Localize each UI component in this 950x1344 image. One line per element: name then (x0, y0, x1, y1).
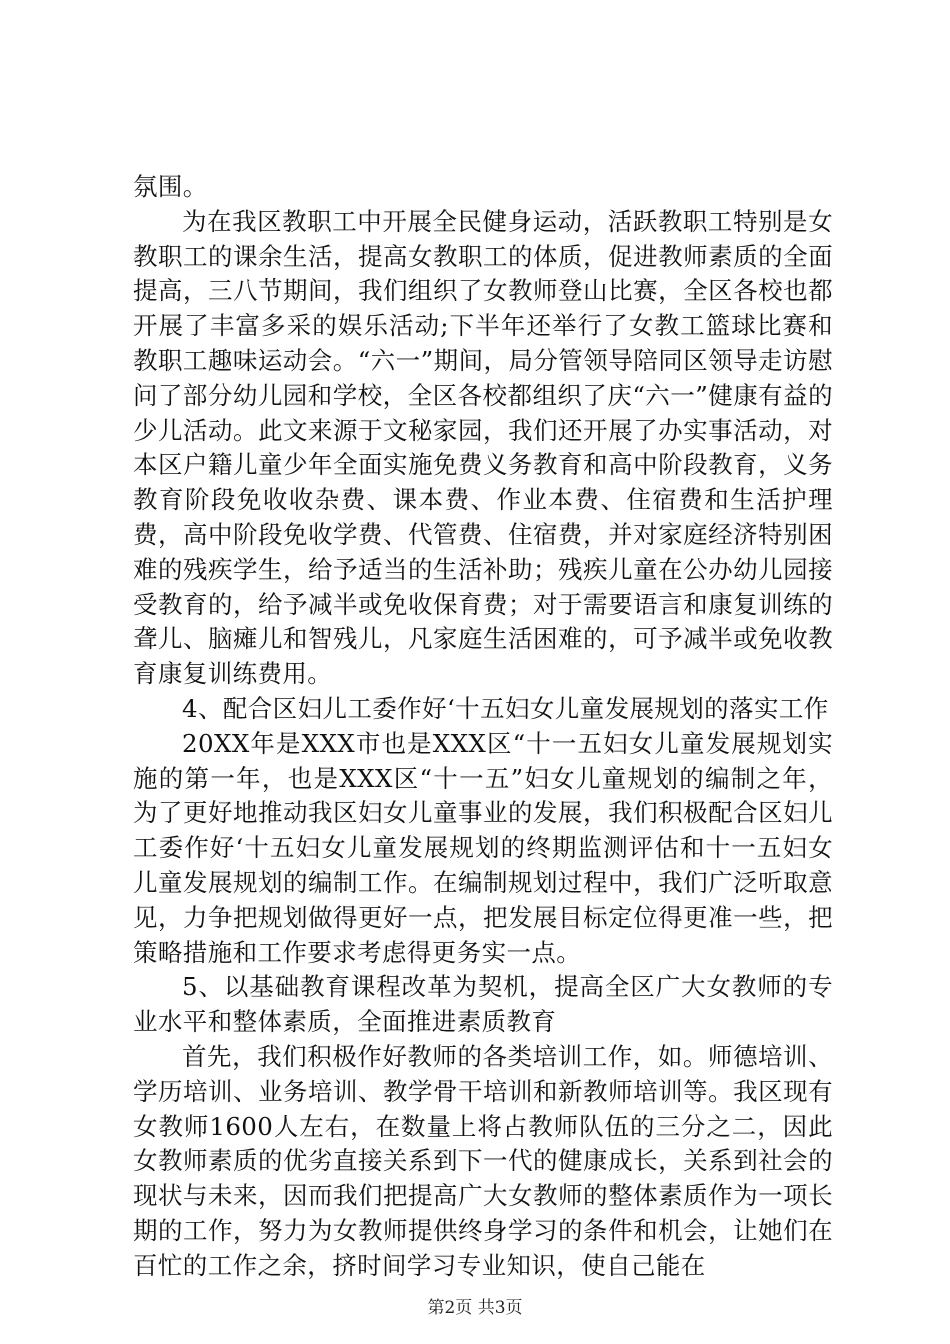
section-heading: 4、配合区妇儿工委作好‘十五妇女儿童发展规划的落实工作 (182, 693, 829, 723)
section-heading: 5、以基础教育课程改革为契机，提高全区广大女教师的专业水平和整体素质，全面推进素质教育 (133, 972, 833, 1037)
paragraph: 首先，我们积极作好教师的各类培训工作，如。师德培训、学历培训、业务培训、教学骨干培训和新教师培训等。我区现有女教师1600人左右，在数量上将占教师队伍的三分之二，因此女教师素质的优劣直接关系到下一代的健康成长，关系到社会的现状与未来，因而我们把提高广大女教师的整体素质作为一项长期的工作，努力为女教师提供终身学习的条件和机会，让她们在百忙的工作之余，挤时间学习专业知识，使自己能在 (133, 1041, 833, 1280)
page-footer: 第2页 共3页 (427, 1298, 523, 1318)
paragraph: 20XX年是XXX市也是XXX区“十一五妇女儿童发展规划实施的第一年，也是XXX区“十一五”妇女儿童规划的编制之年，为了更好地推动我区妇女儿童事业的发展，我们积极配合区妇儿工委作好‘十五妇女儿童发展规划的终期监测评估和十一五妇女儿童发展规划的编制工作。在编制规划过程中，我们广泛听取意见，力争把规划做得更好一点，把发展目标定位得更准一些，把策略措施和工作要求考虑得更务实一点。 (133, 728, 833, 967)
paragraph: 氛围。 (133, 172, 208, 201)
paragraph: 为在我区教职工中开展全民健身运动，活跃教职工特别是女教职工的课余生活，提高女教职工的体质，促进教师素质的全面提高，三八节期间，我们组织了女教师登山比赛，全区各校也都开展了丰富多采的娱乐活动;下半年还举行了女教工篮球比赛和教职工趣味运动会。“六一”期间，局分管领导陪同区领导走访慰问了部分幼儿园和学校，全区各校都组织了庆“六一”健康有益的少儿活动。此文来源于文秘家园，我们还开展了办实事活动，对本区户籍儿童少年全面实施免费义务教育和高中阶段教育，义务教育阶段免收收杂费、课本费、作业本费、住宿费和生活护理费，高中阶段免收学费、代管费、住宿费，并对家庭经济特别困难的残疾学生，给予适当的生活补助；残疾儿童在公办幼儿园接受教育的，给予减半或免收保育费；对于需要语言和康复训练的聋儿、脑瘫儿和智残儿，凡家庭生活困难的，可予减半或免收教育康复训练费用。 (133, 206, 833, 689)
document-body (133, 170, 833, 1284)
